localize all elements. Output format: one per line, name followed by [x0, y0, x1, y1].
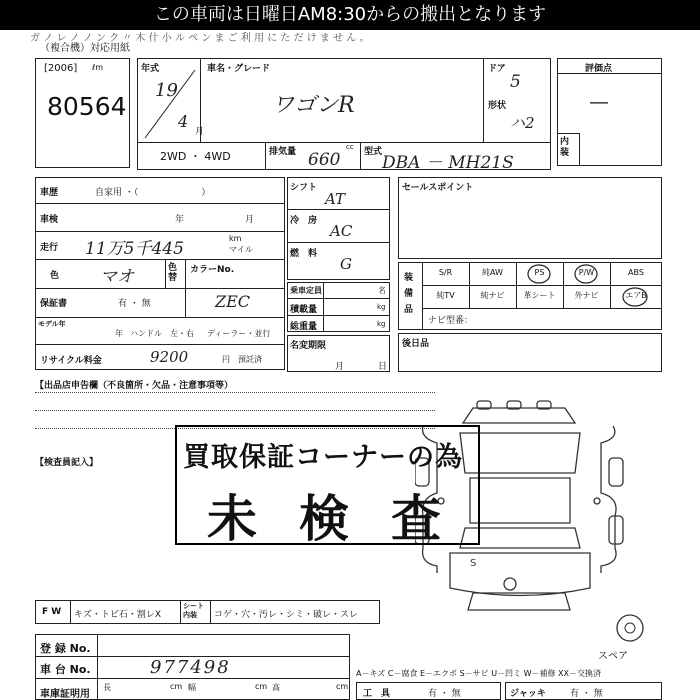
svg-text:S: S — [470, 558, 477, 569]
color-no-label: カラーNo. — [190, 265, 235, 275]
header-fragment: ガ ノ レ ノ ノ ン ク 〃 木 什 小 ル ペ ン ま ご 利 用 に た だ け ま せ ん 。 — [30, 33, 370, 44]
door-value: 5 — [510, 72, 521, 92]
inspection-label: 車検 — [40, 215, 59, 225]
equipment-power-steering: PS — [534, 268, 545, 277]
year-value: 19 — [155, 80, 178, 101]
inspection-month-unit: 月 — [245, 215, 255, 225]
km-unit: km — [229, 234, 242, 243]
tool-options: 有 ・ 無 — [428, 689, 461, 699]
equipment-alloy-wheel: 純AW — [482, 268, 503, 277]
model-year-label: モデル年 — [38, 320, 66, 328]
model-value: DBA － MH21S — [382, 153, 514, 173]
total-weight-label: 総重量 — [290, 322, 318, 332]
mile-unit: マイル — [229, 245, 253, 254]
color-label: 色 — [50, 271, 60, 281]
tool-label: 工 具 — [363, 689, 391, 699]
equipment-oem-navi: 純ナビ — [480, 291, 505, 300]
warranty-options: 有 ・ 無 — [118, 299, 151, 309]
shape-value: ハ2 — [510, 114, 535, 132]
rating-box — [557, 58, 662, 166]
drive-type: 2WD ・ 4WD — [160, 150, 231, 163]
interior-label: 内装 — [560, 137, 570, 158]
name-change-label: 名変期限 — [290, 341, 327, 351]
equipment-abs: ABS — [628, 268, 644, 277]
person-unit: 名 — [378, 286, 386, 295]
navi-model-label: ナビ型番： — [428, 316, 474, 326]
shift-value: AT — [325, 190, 346, 208]
equipment-label: 装備品 — [404, 273, 414, 315]
legend-fw-desc: キズ・トビ石・割レX — [74, 610, 161, 620]
lot-year-tag: [2006] — [44, 63, 78, 74]
height-unit: cm — [336, 682, 349, 691]
door-label: ドア — [488, 64, 506, 74]
load-label: 積載量 — [290, 305, 318, 315]
model-year-unit: 年 — [115, 329, 123, 338]
legend-seat-desc: コゲ・穴・汚レ・シミ・破レ・スレ — [214, 610, 359, 620]
legend-fw: F W — [42, 607, 62, 617]
chassis-label: 車 台 No. — [40, 663, 91, 676]
month-unit: 月 — [195, 127, 205, 137]
sales-point-label: セールスポイント — [402, 183, 474, 193]
garage-cert-label: 車庫証明用 — [40, 689, 90, 700]
capacity-label: 乗車定員 — [290, 286, 322, 295]
recycle-label: リサイクル料金 — [40, 356, 102, 366]
history-label: 車歴 — [40, 188, 59, 198]
later-items-box — [398, 333, 662, 372]
month-value: 4 — [178, 112, 189, 131]
inspector-label: 【検査員記入】 — [35, 458, 99, 468]
color-change-label: 色替 — [168, 263, 178, 283]
notice-banner: この車両は日曜日AM8:30からの搬出となります — [0, 0, 700, 30]
lot-number: 80564 — [47, 92, 127, 121]
mileage-value: 11万5千445 — [85, 239, 184, 259]
fuel-label: 燃 料 — [290, 249, 318, 259]
exhibitor-label: 【出品店申告欄（不良箇所・欠品・注意事項等） — [35, 381, 234, 391]
mileage-label: 走行 — [40, 243, 59, 253]
name-change-day-unit: 日 — [378, 362, 388, 372]
ac-label: 冷 房 — [290, 216, 318, 226]
lot-tag-suffix: ℓm — [92, 63, 104, 72]
name-grade-label: 車名・グレード — [207, 64, 271, 74]
handle-label: ハンドル 左・右 — [130, 329, 194, 338]
load-kg-unit: kg — [377, 303, 386, 311]
damage-codes: A－キズ C－腐食 E－エクボ S－サビ U－凹ミ W－補修 XX－交換済 — [356, 669, 602, 678]
spare-tire-icon — [614, 612, 646, 644]
no-inspection-stamp — [175, 425, 483, 548]
equipment-tv: 純TV — [436, 291, 455, 300]
length-label: 長 — [103, 683, 111, 692]
color-no-value: ZEC — [215, 292, 251, 311]
history-box — [35, 177, 285, 370]
recycle-value: 9200 — [150, 348, 189, 366]
total-kg-unit: kg — [377, 320, 386, 328]
width-label: 幅 — [188, 683, 196, 692]
history-value: 自家用 ・（ ） — [95, 188, 211, 198]
equipment-aftermarket-navi: 外ナビ — [574, 291, 599, 300]
vehicle-name: ワゴンR — [272, 93, 355, 118]
displacement-value: 660 — [308, 150, 341, 170]
equipment-leather-seat: 革シート — [523, 291, 556, 300]
form-subtitle: （複合機）対応用紙 — [40, 43, 130, 54]
dealer-label: ディーラー・並行 — [207, 329, 271, 338]
cc-unit: cc — [346, 143, 354, 151]
name-change-month-unit: 月 — [335, 362, 345, 372]
legend-seat-label: シート内装 — [183, 602, 204, 619]
width-unit: cm — [255, 682, 268, 691]
rating-value: ― — [590, 92, 608, 113]
model-label: 型式 — [364, 147, 383, 157]
warranty-label: 保証書 — [40, 299, 68, 309]
jack-label: ジャッキ — [510, 689, 546, 699]
height-label: 高 — [272, 683, 280, 692]
rating-label: 評価点 — [585, 64, 613, 74]
displacement-label: 排気量 — [269, 147, 297, 157]
fuel-value: G — [340, 255, 352, 273]
jack-options: 有 ・ 無 — [570, 689, 603, 699]
registration-label: 登 録 No. — [40, 642, 91, 655]
stamp-line1: 買取保証コーナーの為 — [183, 442, 463, 473]
equipment-airbag: エアB — [625, 291, 647, 300]
stamp-line2: 未検査 — [207, 490, 483, 548]
spare-label: スペア — [598, 651, 628, 662]
color-value: マオ — [100, 267, 134, 287]
year-slash — [137, 58, 201, 142]
inspection-year-unit: 年 — [175, 215, 185, 225]
later-items-label: 後日品 — [402, 339, 430, 349]
equipment-power-window: P/W — [578, 268, 595, 277]
ac-value: AC — [330, 222, 353, 240]
chassis-number: 977498 — [150, 657, 231, 678]
recycle-unit: 円 預託済 — [222, 355, 262, 364]
shift-label: シフト — [290, 183, 318, 193]
length-unit: cm — [170, 682, 183, 691]
equipment-sunroof: S/R — [438, 268, 453, 277]
shape-label: 形状 — [488, 101, 507, 111]
year-label: 年式 — [141, 64, 160, 74]
